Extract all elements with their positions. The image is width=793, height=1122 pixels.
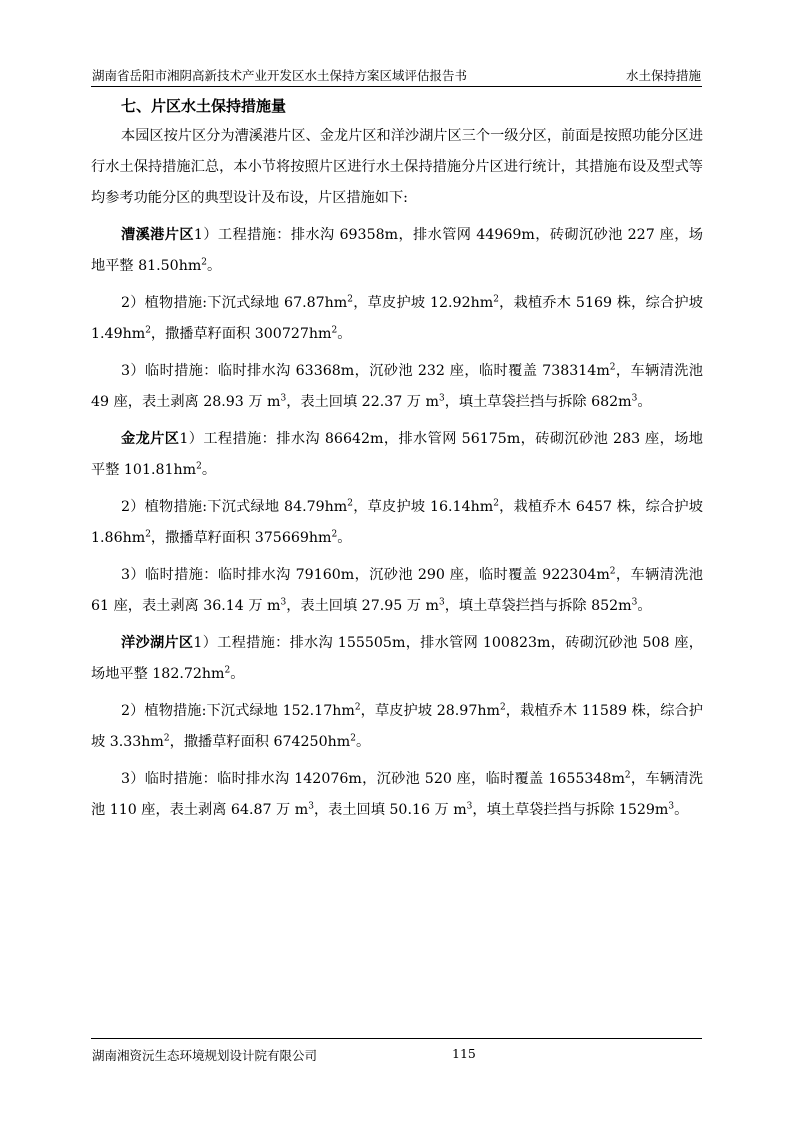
chapter-title: 水土保持措施 <box>625 68 701 83</box>
zone-temporary-paragraph: 3）临时措施：临时排水沟 142076m，沉砂池 520 座，临时覆盖 $1655348m^2$，车辆清洗池 110 座，表土剥离 64.87 万 $m^3$，表土回填 50.16 万 $m^3$，填土草袋拦挡与拆除 $1529m^3$。 <box>91 770 703 818</box>
zone-name: 漕溪港片区 <box>121 227 194 243</box>
page-header <box>91 62 702 87</box>
intro-paragraph: 本园区按片区分为漕溪港片区、金龙片区和洋沙湖片区三个一级分区，前面是按照功能分区进行水土保持措施汇总，本小节将按照片区进行水土保持措施分片区进行统计，其措施布设及型式等均参考功能分区的典型设计及布设，片区措施如下: <box>91 128 703 206</box>
page-body <box>91 96 703 826</box>
zone-name: 金龙片区 <box>121 431 180 447</box>
zone-temporary-paragraph: 3）临时措施：临时排水沟 63368m，沉砂池 232 座，临时覆盖 $738314m^2$，车辆清洗池 49 座，表土剥离 28.93 万 $m^3$，表土回填 22.37 万 $m^3$，填土草袋拦挡与拆除 $682m^3$。 <box>91 362 703 410</box>
zone-engineering-paragraph: 漕溪港片区1）工程措施：排水沟 69358m，排水管网 44969m，砖砌沉砂池 227 座，场地平整 $81.50hm^2$。 <box>91 227 703 274</box>
page-number: 115 <box>452 1046 476 1061</box>
zone-vegetation-paragraph: 2）植物措施:下沉式绿地 $152.17hm^2$，草皮护坡 $28.97hm^2$，栽植乔木 11589 株，综合护坡 $3.33hm^2$，撒播草籽面积 $674250hm^2$。 <box>91 702 703 750</box>
zone-vegetation-paragraph: 2）植物措施:下沉式绿地 $67.87hm^2$，草皮护坡 $12.92hm^2$，栽植乔木 5169 株，综合护坡 $1.49hm^2$，撒播草籽面积 $300727hm^2$。 <box>91 294 703 342</box>
company-name: 湖南湘资沅生态环境规划设计院有限公司 <box>92 1048 318 1063</box>
zone-temporary-paragraph: 3）临时措施：临时排水沟 79160m，沉砂池 290 座，临时覆盖 $922304m^2$，车辆清洗池 61 座，表土剥离 36.14 万 $m^3$，表土回填 27.95 万 $m^3$，填土草袋拦挡与拆除 $852m^3$。 <box>91 566 703 614</box>
zone-engineering-paragraph: 洋沙湖片区1）工程措施：排水沟 155505m，排水管网 100823m，砖砌沉砂池 508 座，场地平整 $182.72hm^2$。 <box>91 635 703 682</box>
zone-name: 洋沙湖片区 <box>121 635 194 651</box>
page-footer <box>91 1038 702 1065</box>
zone-vegetation-paragraph: 2）植物措施:下沉式绿地 $84.79hm^2$，草皮护坡 $16.14hm^2$，栽植乔木 6457 株，综合护坡 $1.86hm^2$，撒播草籽面积 $375669hm^2$。 <box>91 498 703 546</box>
document-title: 湖南省岳阳市湘阴高新技术产业开发区水土保持方案区域评估报告书 <box>92 68 468 83</box>
section-heading: 七、片区水土保持措施量 <box>121 97 287 115</box>
zone-engineering-paragraph: 金龙片区1）工程措施：排水沟 86642m，排水管网 56175m，砖砌沉砂池 283 座，场地平整 $101.81hm^2$。 <box>91 431 703 478</box>
